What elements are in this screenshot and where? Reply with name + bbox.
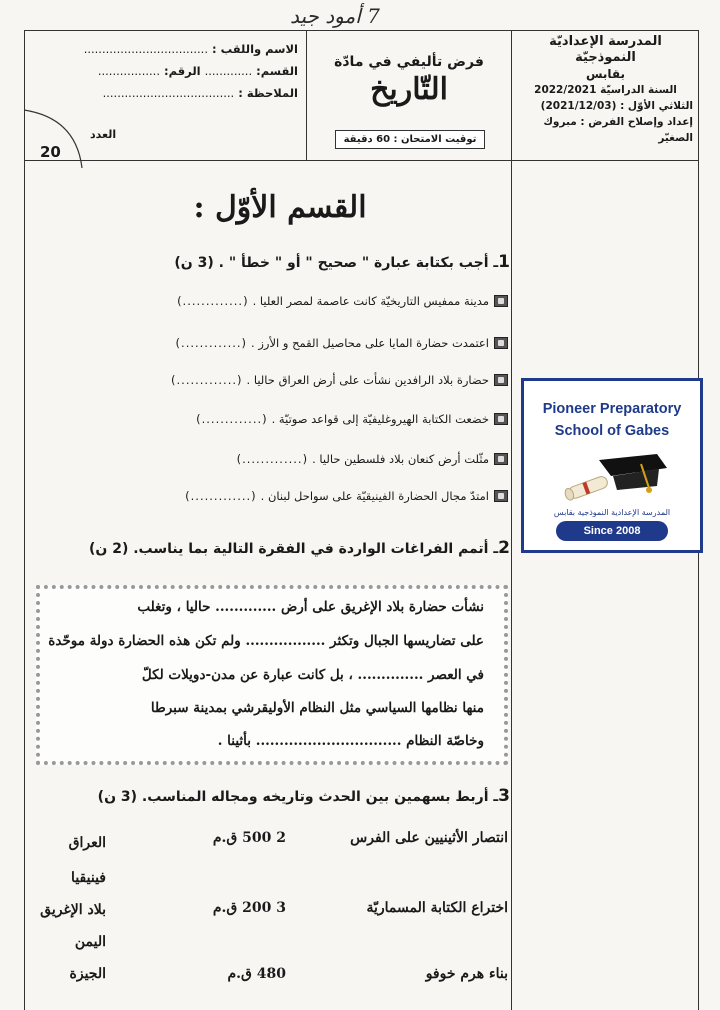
bullet-icon	[494, 374, 508, 386]
tf-answer-field[interactable]: (.............)	[196, 412, 268, 426]
bullet-icon	[494, 337, 508, 349]
tf-answer-field[interactable]: (.............)	[185, 489, 257, 503]
place-item[interactable]: العراق	[68, 835, 106, 851]
date-item[interactable]: 2 500 ق.م	[212, 830, 286, 846]
tf-item	[171, 373, 508, 387]
event-item[interactable]: اختراع الكتابة المسماريّة	[366, 900, 508, 916]
score-value: 20	[40, 143, 61, 161]
date-item[interactable]: 3 200 ق.م	[212, 900, 286, 916]
exam-subject: التّاريخ	[370, 72, 448, 107]
right-margin-line	[511, 160, 512, 1010]
student-name-label: الاسم واللقب :	[212, 42, 298, 56]
student-class-field[interactable]: .............	[204, 64, 253, 78]
tf-statement: مثّلت أرض كنعان بلاد فلسطين حاليا .	[312, 452, 489, 466]
paragraph-line[interactable]: نشأت حضارة بلاد الإغريق على أرض ............. حاليا ، وتغلب	[137, 599, 484, 615]
fill-in-paragraph-box	[36, 585, 508, 765]
tf-answer-field[interactable]: (.............)	[175, 336, 248, 350]
logo-title-line2: School of Gabes	[554, 423, 670, 439]
question-3-text: ـ أربط بسهمين بين الحدث وتاريخه ومجاله المناسب. (3 ن)	[97, 789, 499, 805]
left-margin-line	[24, 30, 25, 1010]
school-info	[511, 30, 699, 161]
section-title: القسم الأوّل :	[193, 190, 367, 225]
logo-title-line1: Pioneer Preparatory	[542, 401, 682, 417]
place-item[interactable]: اليمن	[74, 934, 106, 950]
student-number-field[interactable]: .................	[97, 64, 160, 78]
logo-arabic-text: المدرسة الإعدادية النموذجية بقابس	[553, 508, 671, 517]
question-2-text: ـ أتمم الفراغات الواردة في الفقرة التالية بما يناسب. (2 ن)	[88, 541, 499, 557]
paragraph-line[interactable]: في العصر .............. ، بل كانت عبارة عن مدن-دويلات لكلّ	[141, 667, 484, 683]
handwritten-note: 7 أمود جيد	[290, 4, 380, 28]
tf-item	[237, 452, 508, 466]
score-label: العدد	[90, 128, 117, 141]
tf-item	[176, 336, 508, 350]
bullet-icon	[494, 453, 508, 465]
question-3-number: 3	[498, 786, 510, 806]
question-2-title	[89, 538, 510, 558]
graduation-cap-icon	[547, 442, 677, 512]
tf-item	[177, 294, 508, 308]
tf-answer-field[interactable]: (.............)	[177, 294, 249, 308]
tf-item	[185, 489, 508, 503]
exam-title-box	[306, 30, 511, 161]
paragraph-line[interactable]: على تضاريسها الجبال وتكثر ................. ولم تكن هذه الحضارة دولة موحّدة	[48, 633, 484, 649]
student-number-label: الرقم:	[164, 64, 201, 78]
event-item[interactable]: بناء هرم خوفو	[425, 966, 508, 982]
student-note-field[interactable]: ....................................	[102, 86, 235, 100]
question-1-title	[174, 252, 510, 272]
question-1-number: 1	[498, 252, 510, 272]
tf-statement: اعتمدت حضارة المايا على محاصيل القمح و الأرز .	[251, 336, 489, 350]
question-2-number: 2	[498, 538, 510, 558]
tf-statement: امتدّ مجال الحضارة الفينيقيّة على سواحل لبنان .	[260, 489, 489, 503]
paragraph-line[interactable]: وخاصّة النظام ............................... بأثينا .	[217, 733, 484, 749]
school-city: بقابس	[585, 67, 626, 81]
exam-duration: توقيت الامتحان : 60 دقيقة	[335, 130, 485, 149]
tf-statement: حضارة بلاد الرافدين نشأت على أرض العراق حاليا .	[246, 373, 489, 387]
date-item[interactable]: 480 ق.م	[227, 966, 286, 982]
logo-title	[524, 398, 700, 442]
bullet-icon	[494, 413, 508, 425]
question-1-text: ـ أجب بكتابة عبارة " صحيح " أو " خطأ " . (3 ن)	[174, 255, 499, 271]
student-note-label: الملاحظة :	[238, 86, 298, 100]
tf-item	[196, 412, 508, 426]
student-name-field[interactable]: ..................................	[83, 42, 208, 56]
student-class-label: القسم:	[256, 64, 298, 78]
teacher-name: إعداد وإصلاح الفرض : مبروك الصغيّر	[543, 116, 693, 144]
bullet-icon	[494, 490, 508, 502]
place-item[interactable]: فينيقيا	[71, 870, 106, 886]
logo-since-badge: Since 2008	[556, 521, 668, 541]
school-name: المدرسة الإعداديّة النموذجيّة	[549, 34, 662, 65]
exam-term: الثلاثي الأوّل : (2021/12/03)	[540, 100, 693, 112]
student-name-row	[32, 42, 298, 56]
event-item[interactable]: انتصار الأثينيين على الفرس	[350, 830, 508, 846]
paragraph-line: منها نظامها السياسي مثل النظام الأوليقرشي بمدينة سبرطا	[150, 700, 484, 716]
school-logo	[521, 378, 703, 553]
place-item[interactable]: الجيزة	[69, 966, 106, 982]
school-year: السنة الدراسيّة 2022/2021	[534, 84, 677, 96]
tf-statement: مدينة ممفيس التاريخيّة كانت عاصمة لمصر العليا .	[252, 294, 489, 308]
bullet-icon	[494, 295, 508, 307]
exam-title: فرض تأليفي في مادّة	[334, 54, 484, 70]
place-item[interactable]: بلاد الإغريق	[40, 902, 106, 918]
student-class-row	[32, 64, 298, 78]
tf-statement: خضعت الكتابة الهيروغليفيّة إلى قواعد صوتيّة .	[271, 412, 489, 426]
tf-answer-field[interactable]: (.............)	[171, 373, 243, 387]
student-note-row	[32, 86, 298, 100]
tf-answer-field[interactable]: (.............)	[236, 452, 309, 466]
question-3-title	[98, 786, 510, 806]
